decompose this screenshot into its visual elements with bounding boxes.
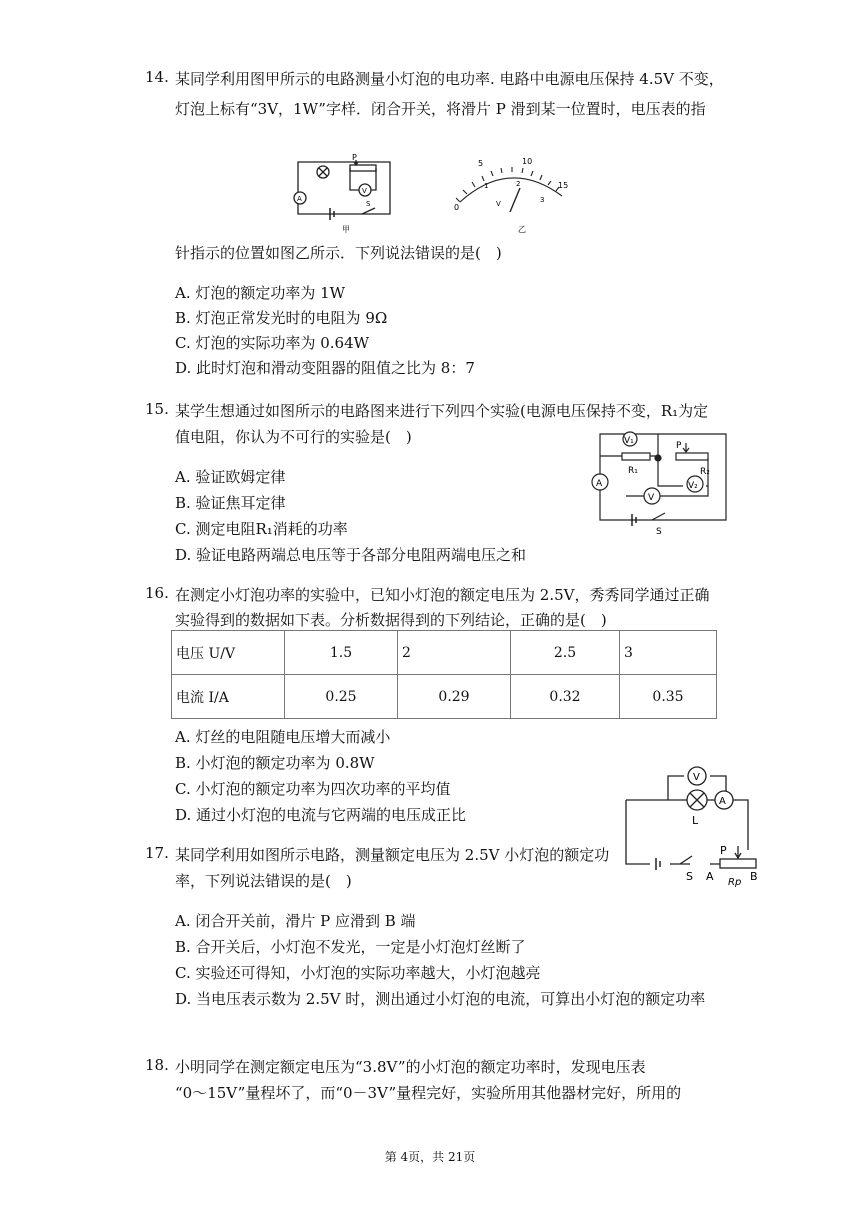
- q15-option-c[interactable]: C. 测定电阻R₁消耗的功率: [175, 520, 348, 538]
- dial-inner-3: 3: [540, 196, 545, 204]
- q17-circuit-figure: [620, 764, 768, 888]
- q14-number: 14.: [145, 68, 169, 86]
- q15-r2-label: R₂: [700, 467, 710, 477]
- q14-option-d[interactable]: D. 此时灯泡和滑动变阻器的阻值之比为 8：7: [175, 359, 475, 377]
- q17-option-b[interactable]: B. 合开关后，小灯泡不发光，一定是小灯泡灯丝断了: [175, 938, 526, 956]
- q14-stem-line3: 针指示的位置如图乙所示．下列说法错误的是( ): [175, 244, 502, 262]
- table-cell: 3: [620, 631, 717, 675]
- q14-voltmeter-figure-yi: [440, 152, 580, 234]
- q15-r1-label: R₁: [628, 466, 638, 476]
- q14-yi-caption: 乙: [518, 225, 526, 234]
- q17-end-b-label: B: [750, 870, 758, 883]
- q18-stem-line1: 小明同学在测定额定电压为“3.8V”的小灯泡的额定功率时，发现电压表: [175, 1058, 646, 1076]
- q16-option-d[interactable]: D. 通过小灯泡的电流与它两端的电压成正比: [175, 806, 467, 824]
- q17-option-a[interactable]: A. 闭合开关前，滑片 P 应滑到 B 端: [175, 912, 416, 930]
- q15-v-label: V: [648, 493, 655, 503]
- dial-inner-2: 2: [516, 180, 521, 188]
- dial-inner-1: 1: [484, 182, 489, 190]
- q15-number: 15.: [145, 400, 169, 418]
- q16-option-c[interactable]: C. 小灯泡的额定功率为四次功率的平均值: [175, 780, 451, 798]
- q16-option-a[interactable]: A. 灯丝的电阻随电压增大而减小: [175, 728, 391, 746]
- q17-p-label: P: [720, 844, 727, 857]
- q17-end-a-label: A: [706, 870, 714, 883]
- dial-tick-5: 5: [478, 159, 484, 168]
- q15-stem-line1: 某学生想通过如图所示的电路图来进行下列四个实验(电源电压保持不变，R₁为定: [175, 402, 709, 420]
- q15-s-label: S: [656, 527, 662, 536]
- table-cell: 0.29: [398, 675, 511, 719]
- dial-unit-v: V: [496, 200, 501, 208]
- q14-stem-line2: 灯泡上标有“3V，1W”字样．闭合开关，将滑片 P 滑到某一位置时，电压表的指: [175, 100, 706, 118]
- q17-v-label: V: [693, 772, 700, 783]
- page-footer: 第 4页，共 21页: [384, 1150, 476, 1164]
- table-cell: 0.35: [620, 675, 717, 719]
- q15-option-a[interactable]: A. 验证欧姆定律: [175, 468, 286, 486]
- q15-p-label: P: [676, 441, 682, 451]
- q16-option-b[interactable]: B. 小灯泡的额定功率为 0.8W: [175, 754, 375, 772]
- q14-option-b[interactable]: B. 灯泡正常发光时的电阻为 9Ω: [175, 309, 388, 327]
- q15-circuit-figure: [588, 428, 736, 536]
- q16-number: 16.: [145, 584, 169, 602]
- q14-jia-s-label: S: [366, 200, 371, 208]
- q17-s-label: S: [686, 870, 693, 883]
- table-row: [172, 675, 717, 719]
- q14-jia-caption: 甲: [342, 225, 350, 234]
- q18-stem-line2: “0～15V”量程坏了，而“0－3V”量程完好，实验所用其他器材完好，所用的: [175, 1084, 682, 1102]
- q14-circuit-figure-jia: [290, 152, 405, 234]
- q14-jia-a-label: A: [297, 195, 302, 203]
- q15-a-label: A: [596, 479, 603, 489]
- q15-option-d[interactable]: D. 验证电路两端总电压等于各部分电阻两端电压之和: [175, 546, 527, 564]
- q17-option-d[interactable]: D. 当电压表示数为 2.5V 时，测出通过小灯泡的电流，可算出小灯泡的额定功率: [175, 990, 706, 1008]
- q17-a-label: A: [719, 796, 726, 807]
- q17-rp-label: Rp: [728, 877, 742, 888]
- table-cell: 0.25: [285, 675, 398, 719]
- q16-stem-line2: 实验得到的数据如下表。分析数据得到的下列结论，正确的是( ): [175, 611, 607, 629]
- table-cell: 2: [398, 631, 511, 675]
- q17-option-c[interactable]: C. 实验还可得知，小灯泡的实际功率越大，小灯泡越亮: [175, 964, 541, 982]
- q17-stem-line2: 率，下列说法错误的是( ): [175, 872, 352, 890]
- q17-number: 17.: [145, 844, 169, 862]
- q16-data-table: [171, 630, 717, 719]
- table-cell: 电流 I/A: [172, 675, 285, 719]
- q16-stem-line1: 在测定小灯泡功率的实验中，已知小灯泡的额定电压为 2.5V，秀秀同学通过正确: [175, 586, 710, 604]
- dial-tick-0: 0: [454, 203, 460, 212]
- dial-tick-10: 10: [522, 157, 533, 166]
- q17-stem-line1: 某同学利用如图所示电路，测量额定电压为 2.5V 小灯泡的额定功: [175, 846, 610, 864]
- q17-l-label: L: [692, 814, 699, 827]
- q14-jia-p-label: P: [352, 153, 357, 162]
- q18-number: 18.: [145, 1056, 169, 1074]
- q14-option-a[interactable]: A. 灯泡的额定功率为 1W: [175, 284, 346, 302]
- q15-v2-label: V₂: [688, 481, 698, 491]
- q15-v1-label: V₁: [624, 436, 634, 446]
- q14-jia-v-label: V: [362, 187, 367, 195]
- table-cell: 2.5: [511, 631, 620, 675]
- q14-option-c[interactable]: C. 灯泡的实际功率为 0.64W: [175, 334, 370, 352]
- q15-stem-line2: 值电阻，你认为不可行的实验是( ): [175, 428, 412, 446]
- q15-option-b[interactable]: B. 验证焦耳定律: [175, 494, 286, 512]
- table-cell: 1.5: [285, 631, 398, 675]
- dial-tick-15: 15: [558, 181, 569, 190]
- table-cell: 电压 U/V: [172, 631, 285, 675]
- q14-stem-line1: 某同学利用图甲所示的电路测量小灯泡的电功率. 电路中电源电压保持 4.5V 不变，: [175, 70, 724, 88]
- table-cell: 0.32: [511, 675, 620, 719]
- table-row: [172, 631, 717, 675]
